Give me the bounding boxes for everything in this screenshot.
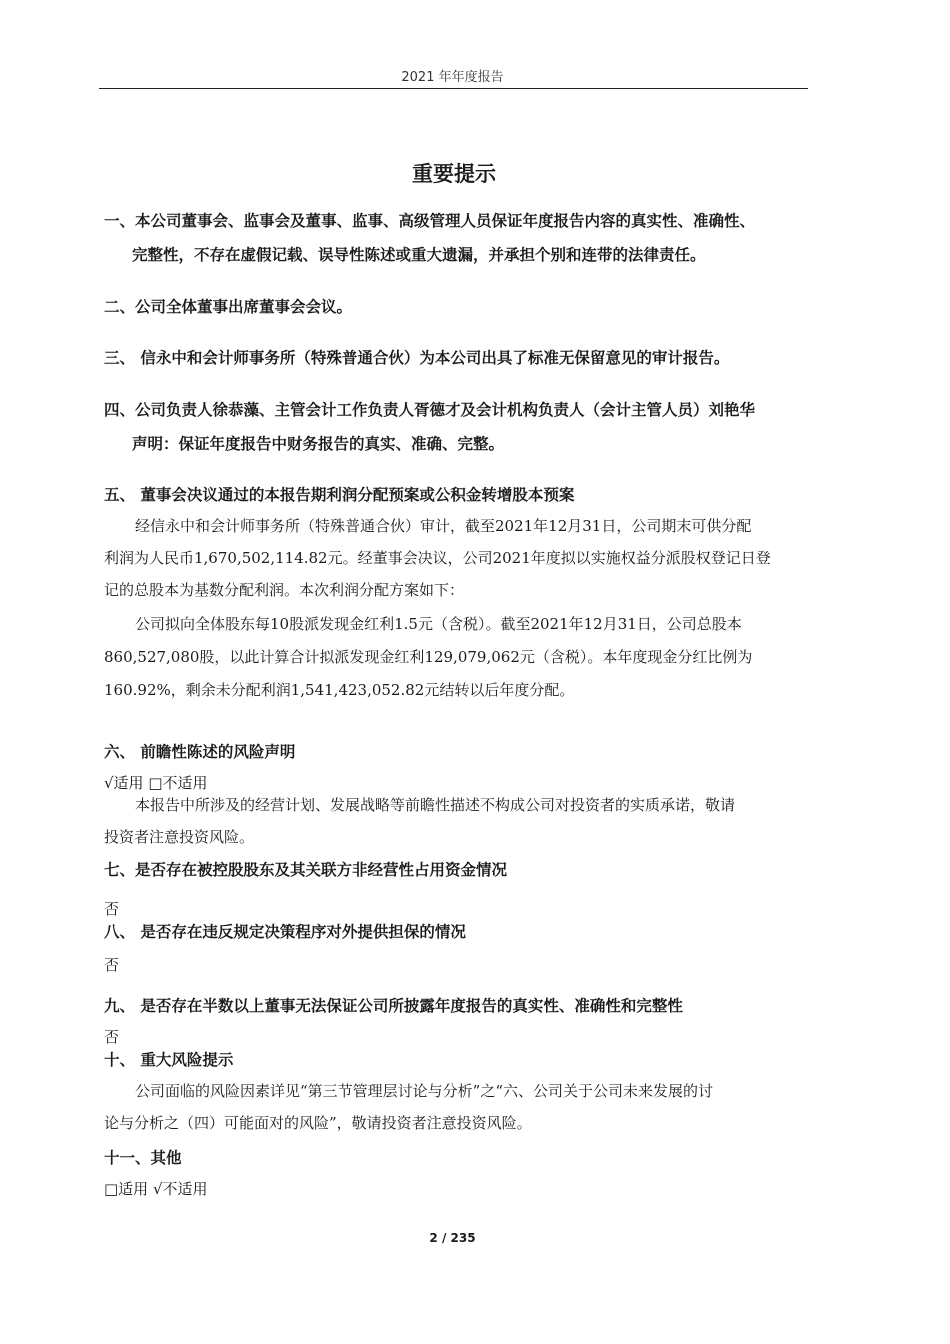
section-7-answer: 否 [104,900,120,918]
section-11-heading: 十一、其他 [104,1149,182,1167]
section-6-p-line-2: 投资者注意投资风险。 [104,828,255,846]
header-divider [99,88,808,89]
section-8-answer: 否 [104,956,120,974]
section-5-p2-line-3: 160.92%，剩余未分配利润1,541,423,052.82元结转以后年度分配。 [104,681,575,699]
section-7-heading: 七、是否存在被控股股东及其关联方非经营性占用资金情况 [104,861,508,879]
section-5-p2-line-2: 860,527,080股，以此计算合计拟派发现金红利129,079,062元（含税）。本年度现金分红比例为 [104,648,753,666]
section-4-line-1: 四、公司负责人徐恭藻、主管会计工作负责人胥德才及会计机构负责人（会计主管人员）刘艳华 [104,401,756,419]
section-11-option: □适用 √不适用 [104,1180,208,1198]
section-6-option: √适用 □不适用 [104,774,208,792]
section-6-p-line-1: 本报告中所涉及的经营计划、发展战略等前瞻性描述不构成公司对投资者的实质承诺，敬请 [135,796,736,814]
section-5-p2-line-1: 公司拟向全体股东每10股派发现金红利1.5元（含税）。截至2021年12月31日，公司总股本 [135,615,742,633]
section-10-heading: 十、 重大风险提示 [104,1051,234,1069]
section-1-line-1: 一、本公司董事会、监事会及董事、监事、高级管理人员保证年度报告内容的真实性、准确性、 [104,212,756,230]
section-9-heading: 九、 是否存在半数以上董事无法保证公司所披露年度报告的真实性、准确性和完整性 [104,997,683,1015]
section-10-p-line-2: 论与分析之（四）可能面对的风险”，敬请投资者注意投资风险。 [104,1114,532,1132]
section-2: 二、公司全体董事出席董事会会议。 [104,298,353,316]
page-title: 重要提示 [412,162,496,186]
section-5-p1-line-3: 记的总股本为基数分配利润。本次利润分配方案如下： [104,581,465,599]
section-9-answer: 否 [104,1028,120,1046]
section-10-p-line-1: 公司面临的风险因素详见“第三节管理层讨论与分析”之“六、公司关于公司未来发展的讨 [135,1082,714,1100]
section-1-line-2: 完整性，不存在虚假记载、误导性陈述或重大遗漏，并承担个别和连带的法律责任。 [132,246,706,264]
header-title: 2021 年年度报告 [401,70,504,85]
section-6-heading: 六、 前瞻性陈述的风险声明 [104,743,296,761]
section-4-line-2: 声明：保证年度报告中财务报告的真实、准确、完整。 [132,435,505,453]
section-5-p1-line-2: 利润为人民币1,670,502,114.82元。经董事会决议，公司2021年度拟以实施权益分派股权登记日登 [104,549,771,567]
section-8-heading: 八、 是否存在违反规定决策程序对外提供担保的情况 [104,923,466,941]
page-number: 2 / 235 [429,1231,476,1245]
section-5-heading: 五、 董事会决议通过的本报告期利润分配预案或公积金转增股本预案 [104,486,575,504]
section-5-p1-line-1: 经信永中和会计师事务所（特殊普通合伙）审计，截至2021年12月31日，公司期末可供分配 [135,517,752,535]
section-3: 三、 信永中和会计师事务所（特殊普通合伙）为本公司出具了标准无保留意见的审计报告。 [104,349,730,367]
